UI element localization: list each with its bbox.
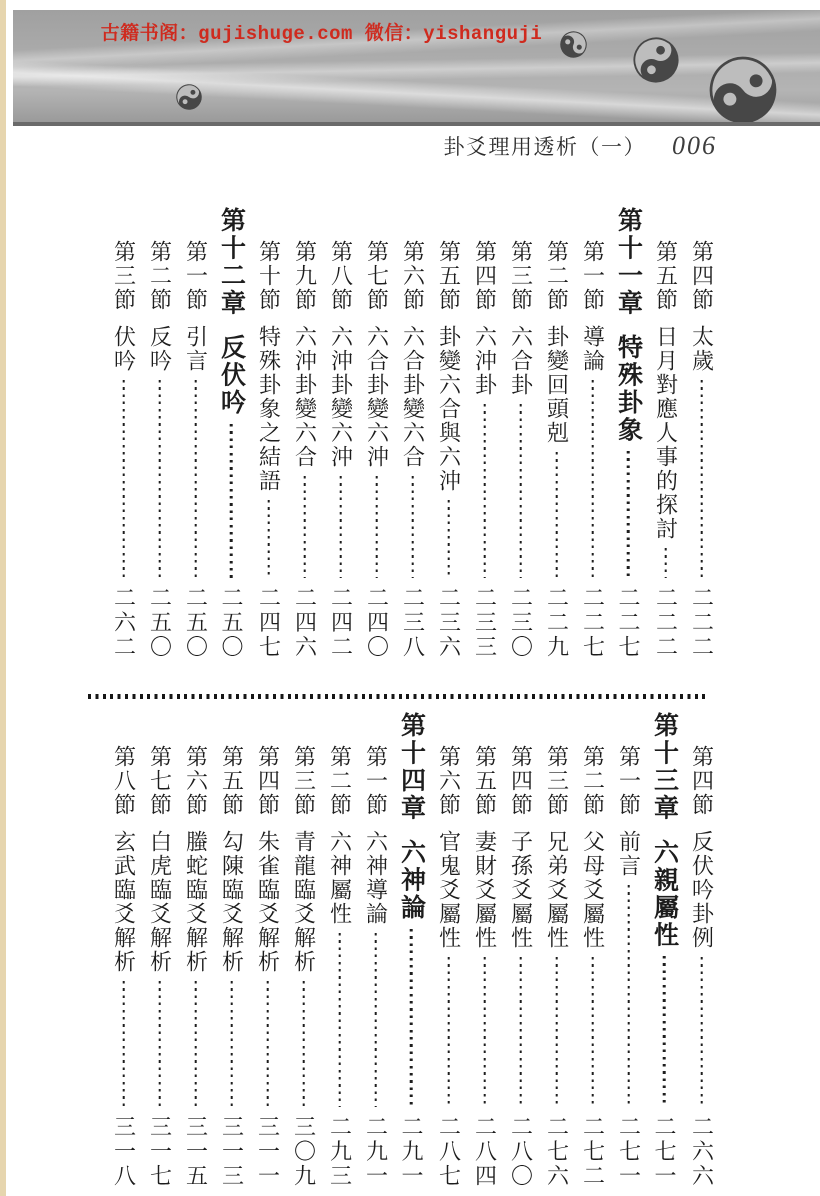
entry-label: 第五節 bbox=[219, 745, 245, 817]
entry-title: 六神導論 bbox=[363, 830, 389, 926]
toc-section-top bbox=[99, 207, 717, 659]
page-number: 006 bbox=[672, 131, 717, 160]
entry-label: 第八節 bbox=[111, 745, 137, 817]
entry-page-number: 三一八 bbox=[111, 1114, 137, 1188]
toc-entry bbox=[361, 207, 392, 659]
entry-label: 第五節 bbox=[436, 240, 462, 312]
toc-section-bottom bbox=[99, 712, 717, 1188]
entry-page-number: 二四二 bbox=[328, 585, 354, 659]
entry-label: 第二節 bbox=[147, 240, 173, 312]
entry-label: 第十一章 bbox=[614, 207, 642, 317]
entry-title: 六親屬性 bbox=[650, 839, 678, 949]
entry-page-number: 二七六 bbox=[544, 1114, 570, 1188]
entry-title: 六神屬性 bbox=[327, 830, 353, 926]
entry-page-number: 二八四 bbox=[472, 1114, 498, 1188]
entry-title: 反伏吟 bbox=[217, 334, 245, 417]
entry-page-number: 二二二 bbox=[653, 585, 679, 659]
toc-entry bbox=[108, 207, 139, 659]
entry-title: 父母爻屬性 bbox=[580, 830, 606, 950]
entry-title: 太歲 bbox=[689, 325, 715, 373]
entry-page-number: 二四〇 bbox=[364, 585, 390, 659]
entry-title: 白虎臨爻解析 bbox=[147, 830, 173, 974]
entry-label: 第七節 bbox=[147, 745, 173, 817]
entry-title: 官鬼爻屬性 bbox=[436, 830, 462, 950]
toc-entry bbox=[289, 207, 320, 659]
toc-entry bbox=[180, 712, 211, 1188]
entry-page-number: 二八七 bbox=[436, 1114, 462, 1188]
entry-title: 勾陳臨爻解析 bbox=[219, 830, 245, 974]
entry-title: 螣蛇臨爻解析 bbox=[183, 830, 209, 974]
entry-label: 第四節 bbox=[255, 745, 281, 817]
entry-title: 六沖卦變六沖 bbox=[328, 325, 354, 469]
entry-label: 第十節 bbox=[256, 240, 282, 312]
entry-title: 子孫爻屬性 bbox=[508, 830, 534, 950]
entry-page-number: 二三三 bbox=[472, 585, 498, 659]
toc-entry bbox=[686, 712, 717, 1188]
entry-label: 第一節 bbox=[580, 240, 606, 312]
entry-title: 日月對應人事的探討 bbox=[653, 325, 679, 541]
entry-page-number: 二九一 bbox=[363, 1114, 389, 1188]
entry-page-number: 二七二 bbox=[580, 1114, 606, 1188]
entry-label: 第六節 bbox=[400, 240, 426, 312]
entry-title: 六沖卦 bbox=[472, 325, 498, 397]
entry-label: 第二節 bbox=[544, 240, 570, 312]
toc-entry bbox=[433, 712, 464, 1188]
toc-entry bbox=[469, 712, 500, 1188]
entry-title: 六合卦變六沖 bbox=[364, 325, 390, 469]
toc-entry bbox=[397, 207, 428, 659]
entry-page-number: 二四六 bbox=[292, 585, 318, 659]
entry-label: 第十三章 bbox=[650, 712, 678, 822]
entry-title: 六沖卦變六合 bbox=[292, 325, 318, 469]
yinyang-icon bbox=[709, 56, 777, 124]
entry-label: 第一節 bbox=[183, 240, 209, 312]
entry-label: 第三節 bbox=[544, 745, 570, 817]
entry-page-number: 二三六 bbox=[436, 585, 462, 659]
entry-title: 卦變六合與六沖 bbox=[436, 325, 462, 493]
toc-entry bbox=[214, 207, 248, 659]
entry-title: 引言 bbox=[183, 325, 209, 373]
entry-title: 青龍臨爻解析 bbox=[291, 830, 317, 974]
entry-page-number: 二七一 bbox=[616, 1114, 642, 1188]
entry-page-number: 二六二 bbox=[111, 585, 137, 659]
yinyang-icon bbox=[560, 31, 587, 58]
entry-page-number: 二三〇 bbox=[508, 585, 534, 659]
entry-title: 導論 bbox=[580, 325, 606, 373]
entry-page-number: 二五〇 bbox=[219, 585, 244, 659]
entry-page-number: 二二七 bbox=[616, 585, 641, 659]
entry-label: 第三節 bbox=[111, 240, 137, 312]
toc-entry bbox=[505, 207, 536, 659]
entry-label: 第十四章 bbox=[397, 712, 425, 822]
entry-page-number: 三〇九 bbox=[291, 1114, 317, 1188]
entry-page-number: 二八〇 bbox=[508, 1114, 534, 1188]
toc-entry bbox=[253, 207, 284, 659]
watermark-text: 古籍书阁：gujishuge.com 微信：yishanguji bbox=[100, 23, 543, 45]
entry-title: 兄弟爻屬性 bbox=[544, 830, 570, 950]
entry-page-number: 二六六 bbox=[689, 1114, 715, 1188]
page-header bbox=[444, 131, 718, 161]
toc-entry bbox=[252, 712, 283, 1188]
toc-entry bbox=[505, 712, 536, 1188]
entry-title: 六合卦變六合 bbox=[400, 325, 426, 469]
banner-image bbox=[13, 10, 820, 126]
toc-entry bbox=[144, 207, 175, 659]
entry-title: 朱雀臨爻解析 bbox=[255, 830, 281, 974]
book-title: 卦爻理用透析（一） bbox=[443, 135, 646, 159]
entry-title: 特殊卦象之結語 bbox=[256, 325, 282, 493]
entry-title: 六合卦 bbox=[508, 325, 534, 397]
toc-entry bbox=[613, 712, 644, 1188]
entry-page-number: 二五〇 bbox=[183, 585, 209, 659]
entry-page-number: 三一五 bbox=[183, 1114, 209, 1188]
toc-entry bbox=[216, 712, 247, 1188]
entry-title: 玄武臨爻解析 bbox=[111, 830, 137, 974]
entry-label: 第一節 bbox=[616, 745, 642, 817]
entry-title: 妻財爻屬性 bbox=[472, 830, 498, 950]
yinyang-icon bbox=[176, 84, 202, 110]
entry-label: 第六節 bbox=[183, 745, 209, 817]
yinyang-icon bbox=[633, 37, 679, 83]
entry-label: 第四節 bbox=[689, 240, 715, 312]
entry-label: 第十二章 bbox=[217, 207, 245, 317]
entry-page-number: 二二九 bbox=[544, 585, 570, 659]
toc-entry bbox=[324, 712, 355, 1188]
entry-label: 第三節 bbox=[291, 745, 317, 817]
entry-title: 伏吟 bbox=[111, 325, 137, 373]
entry-label: 第九節 bbox=[292, 240, 318, 312]
entry-page-number: 二二七 bbox=[580, 585, 606, 659]
entry-label: 第四節 bbox=[689, 745, 715, 817]
entry-label: 第一節 bbox=[363, 745, 389, 817]
toc-entry bbox=[394, 712, 428, 1188]
entry-label: 第五節 bbox=[653, 240, 679, 312]
entry-label: 第二節 bbox=[580, 745, 606, 817]
entry-title: 六神論 bbox=[397, 839, 425, 922]
dotted-divider bbox=[88, 694, 706, 699]
toc-entry bbox=[288, 712, 319, 1188]
toc-entry bbox=[325, 207, 356, 659]
entry-page-number: 二九三 bbox=[327, 1114, 353, 1188]
toc-entry bbox=[108, 712, 139, 1188]
entry-label: 第六節 bbox=[436, 745, 462, 817]
page-edge-strip bbox=[0, 0, 6, 1196]
toc-entry bbox=[144, 712, 175, 1188]
entry-page-number: 二九一 bbox=[399, 1114, 424, 1188]
entry-page-number: 三一一 bbox=[255, 1114, 281, 1188]
toc-entry bbox=[577, 712, 608, 1188]
toc-entry bbox=[433, 207, 464, 659]
toc-entry bbox=[541, 712, 572, 1188]
entry-title: 反伏吟卦例 bbox=[689, 830, 715, 950]
toc-entry bbox=[360, 712, 391, 1188]
entry-title: 卦變回頭剋 bbox=[544, 325, 570, 445]
entry-page-number: 二五〇 bbox=[147, 585, 173, 659]
entry-page-number: 二二二 bbox=[689, 585, 715, 659]
entry-label: 第三節 bbox=[508, 240, 534, 312]
entry-label: 第八節 bbox=[328, 240, 354, 312]
entry-title: 特殊卦象 bbox=[614, 334, 642, 444]
entry-label: 第四節 bbox=[472, 240, 498, 312]
toc-entry bbox=[180, 207, 211, 659]
toc-entry bbox=[469, 207, 500, 659]
entry-page-number: 二四七 bbox=[256, 585, 282, 659]
toc-entry bbox=[541, 207, 572, 659]
entry-label: 第四節 bbox=[508, 745, 534, 817]
entry-label: 第七節 bbox=[364, 240, 390, 312]
toc-entry bbox=[650, 207, 681, 659]
entry-page-number: 二三八 bbox=[400, 585, 426, 659]
toc-entry bbox=[647, 712, 681, 1188]
toc-entry bbox=[611, 207, 645, 659]
entry-page-number: 三一三 bbox=[219, 1114, 245, 1188]
entry-label: 第五節 bbox=[472, 745, 498, 817]
entry-page-number: 二七一 bbox=[652, 1114, 677, 1188]
entry-title: 反吟 bbox=[147, 325, 173, 373]
entry-page-number: 三一七 bbox=[147, 1114, 173, 1188]
entry-title: 前言 bbox=[616, 830, 642, 878]
entry-label: 第二節 bbox=[327, 745, 353, 817]
toc-entry bbox=[577, 207, 608, 659]
toc-entry bbox=[686, 207, 717, 659]
